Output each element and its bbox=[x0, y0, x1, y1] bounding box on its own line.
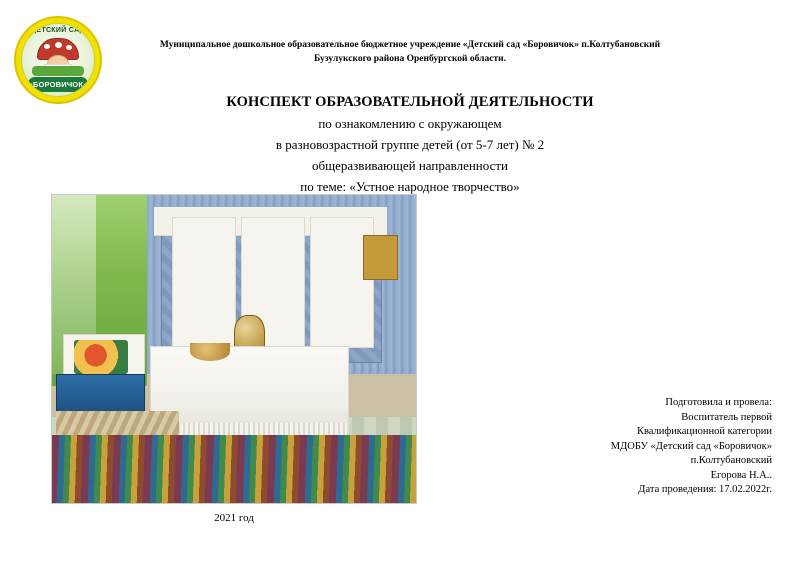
mushroom-gnome-icon bbox=[32, 36, 84, 76]
title-subline-4: по теме: «Устное народное творчество» bbox=[300, 179, 520, 194]
signature-line-5: п.Колтубановский bbox=[690, 455, 772, 466]
signature-date: Дата проведения: 17.02.2022г. bbox=[638, 484, 772, 495]
title-subline-1: по ознакомлению с окружающем bbox=[318, 116, 502, 131]
signature-line-2: Воспитатель первой bbox=[681, 411, 772, 423]
document-title-block bbox=[110, 92, 710, 197]
institution-line-1: Муниципальное дошкольное образовательное бюджетное учреждение «Детский сад «Боровичок» п.Колтубановский bbox=[159, 40, 661, 50]
logo-top-label: ДЕТСКИЙ САД bbox=[31, 27, 85, 34]
photo-icon-frame bbox=[363, 235, 398, 280]
institution-line-2: Бузулукского района Оренбургской области. bbox=[314, 54, 506, 64]
photo-table-with-cloth bbox=[150, 346, 349, 434]
photo-blue-chest bbox=[56, 374, 145, 416]
logo-inner-disc bbox=[21, 23, 95, 97]
photo-wooden-logs bbox=[56, 411, 180, 439]
russian-folk-corner-photo bbox=[51, 194, 417, 504]
signature-line-4: МДОБУ «Детский сад «Боровичок» bbox=[610, 440, 772, 452]
photo-painted-pattern bbox=[74, 340, 129, 374]
logo-name-band bbox=[28, 77, 88, 92]
mushroom-dot bbox=[44, 44, 50, 49]
title-subline-2: в разновозрастной группе детей (от 5-7 лет) № 2 bbox=[275, 137, 545, 152]
signature-line-3: Квалификационной категории bbox=[636, 426, 772, 437]
signature-author-name: Егорова Н.А.. bbox=[710, 469, 772, 481]
title-subline-3: общеразвивающей направленности bbox=[312, 158, 508, 173]
page-title: КОНСПЕКТ ОБРАЗОВАТЕЛЬНОЙ ДЕЯТЕЛЬНОСТИ bbox=[226, 94, 594, 110]
signature-block bbox=[472, 396, 772, 498]
signature-line-1: Подготовила и провела: bbox=[665, 397, 772, 408]
grass-shape bbox=[32, 66, 84, 76]
institution-header bbox=[120, 38, 700, 66]
document-year: 2021 год bbox=[214, 512, 254, 524]
photo-striped-rugs bbox=[52, 435, 416, 503]
logo-bottom-label: «БОРОВИЧОК» bbox=[28, 80, 88, 89]
mushroom-dot bbox=[55, 42, 62, 48]
mushroom-dot bbox=[66, 45, 72, 50]
kindergarten-logo bbox=[14, 16, 102, 104]
photo-embroidered-towel bbox=[172, 217, 236, 348]
